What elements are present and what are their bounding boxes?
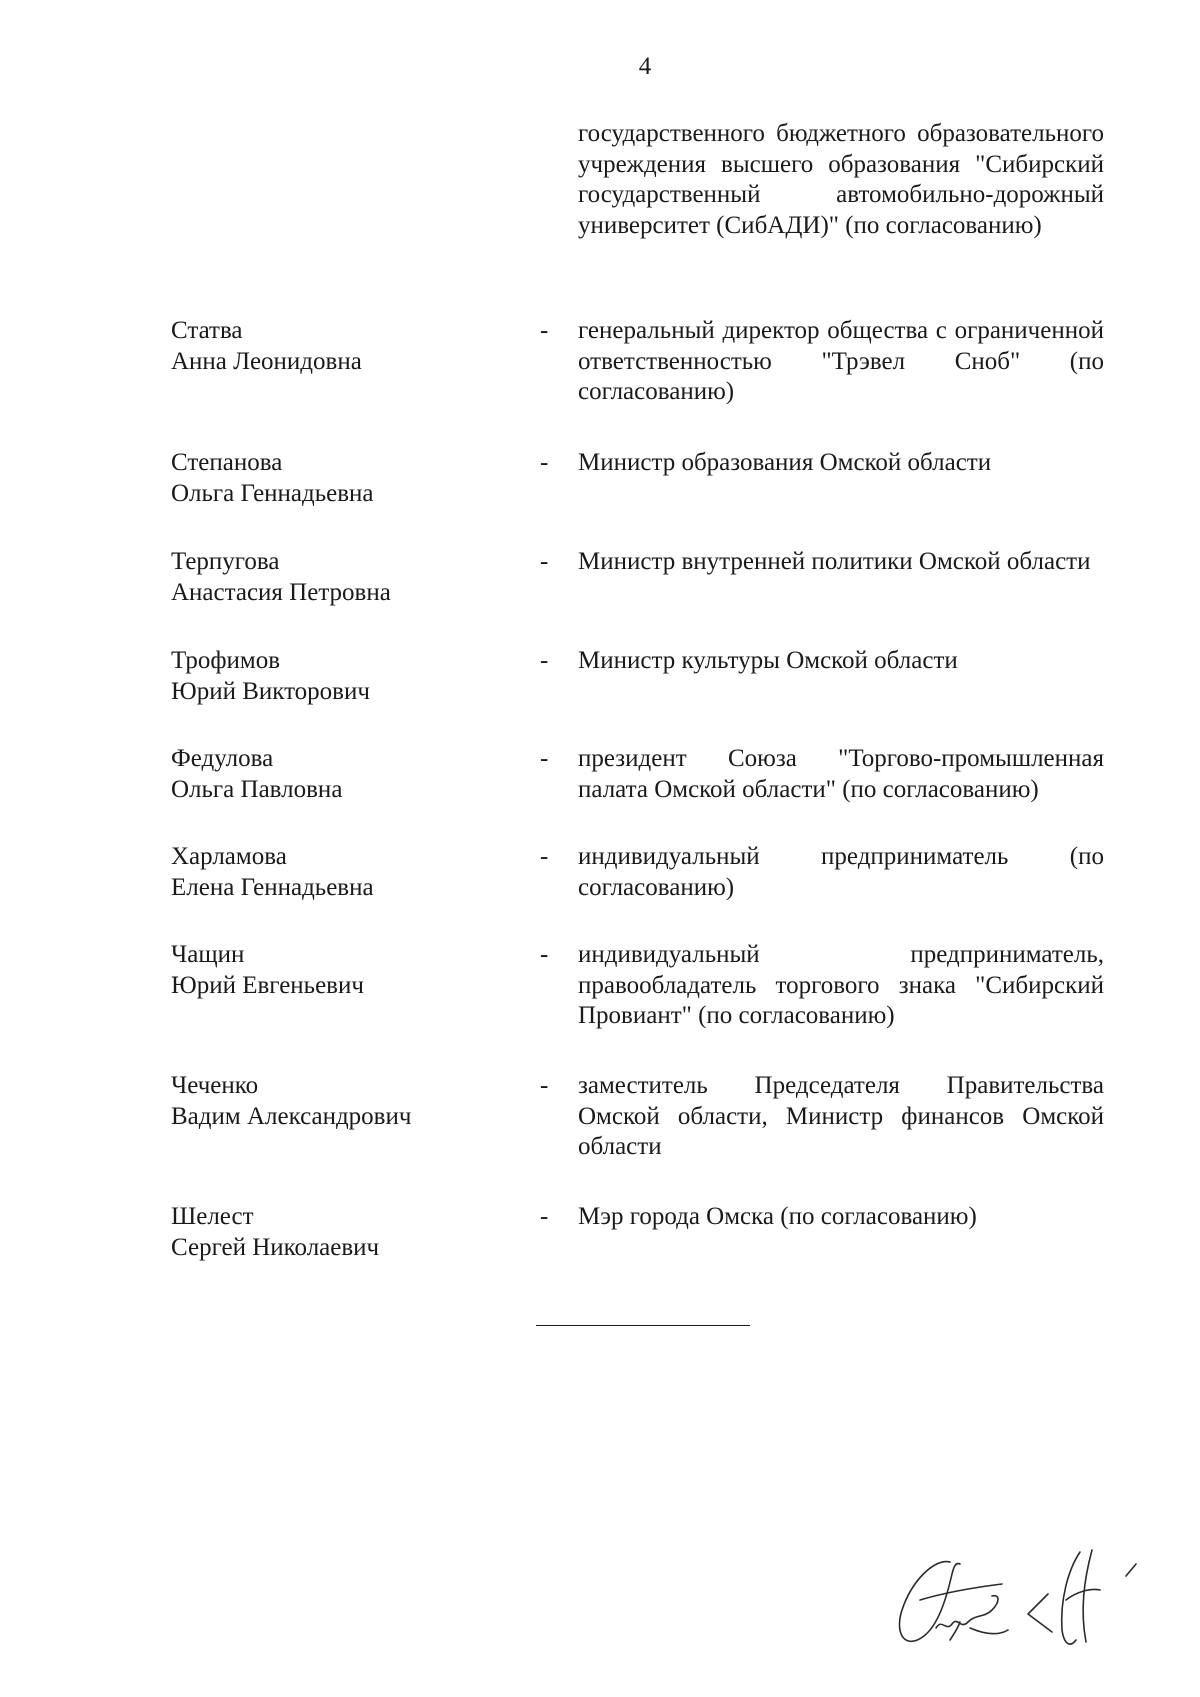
separator-dash: - xyxy=(540,941,549,968)
member-surname: Харламова xyxy=(171,843,287,870)
member-row xyxy=(0,744,1200,803)
handwritten-signature xyxy=(880,1540,1150,1660)
member-given-names: Ольга Геннадьевна xyxy=(171,479,374,507)
member-role: заместитель Председателя Правительства Омской области, Министр финансов Омской области xyxy=(578,1072,1104,1160)
end-of-list-rule xyxy=(536,1325,750,1326)
separator-dash: - xyxy=(540,745,549,772)
separator-dash: - xyxy=(540,548,549,575)
page-number: 4 xyxy=(638,53,652,80)
member-row xyxy=(0,842,1200,901)
member-role: индивидуальный предприниматель (по согласованию) xyxy=(578,843,1104,901)
member-name xyxy=(171,1071,511,1132)
member-role: президент Союза "Торгово-промышленная палата Омской области" (по согласованию) xyxy=(578,745,1104,803)
member-given-names: Анна Леонидовна xyxy=(171,347,362,375)
member-name xyxy=(171,547,511,608)
member-given-names: Елена Геннадьевна xyxy=(171,873,374,901)
member-row xyxy=(0,940,1200,1029)
member-name xyxy=(171,744,511,805)
separator-dash: - xyxy=(540,1203,549,1230)
member-row xyxy=(0,448,1200,507)
separator-dash: - xyxy=(540,317,549,344)
member-row xyxy=(0,1202,1200,1261)
member-surname: Степанова xyxy=(171,449,283,476)
member-given-names: Ольга Павловна xyxy=(171,775,343,803)
member-row xyxy=(0,1071,1200,1160)
member-name xyxy=(171,842,511,903)
member-given-names: Вадим Александрович xyxy=(171,1102,412,1130)
member-row xyxy=(0,316,1200,405)
member-surname: Терпугова xyxy=(171,548,280,575)
member-name xyxy=(171,448,511,509)
member-role: Министр внутренней политики Омской области xyxy=(578,548,1091,575)
member-name xyxy=(171,1202,511,1263)
member-given-names: Юрий Викторович xyxy=(171,677,370,705)
member-surname: Чеченко xyxy=(171,1072,259,1099)
separator-dash: - xyxy=(540,647,549,674)
member-role: Министр образования Омской области xyxy=(578,449,992,476)
member-role: индивидуальный предприниматель, правообладатель торгового знака "Сибирский Провиант" (по согласованию) xyxy=(578,941,1104,1029)
member-name xyxy=(171,646,511,707)
member-role: генеральный директор общества с ограниченной ответственностью "Трэвел Сноб" (по согласованию) xyxy=(578,317,1104,405)
separator-dash: - xyxy=(540,449,549,476)
member-surname: Трофимов xyxy=(171,647,281,674)
member-surname: Федулова xyxy=(171,745,274,772)
member-row xyxy=(0,547,1200,606)
member-role: Министр культуры Омской области xyxy=(578,647,958,674)
member-surname: Чащин xyxy=(171,941,245,968)
member-row xyxy=(0,646,1200,705)
member-given-names: Сергей Николаевич xyxy=(171,1233,380,1261)
member-role: Мэр города Омска (по согласованию) xyxy=(578,1203,977,1230)
member-surname: Шелест xyxy=(171,1203,254,1230)
previous-member-role-continuation: государственного бюджетного образовательного учреждения высшего образования "Сибирский государственный автомобильно-дорожный университет (СибАДИ)" (по согласованию) xyxy=(578,120,1104,239)
member-name xyxy=(171,940,511,1001)
member-name xyxy=(171,316,511,377)
separator-dash: - xyxy=(540,843,549,870)
member-given-names: Юрий Евгеньевич xyxy=(171,971,364,999)
member-surname: Статва xyxy=(171,317,243,344)
member-given-names: Анастасия Петровна xyxy=(171,578,391,606)
separator-dash: - xyxy=(540,1072,549,1099)
